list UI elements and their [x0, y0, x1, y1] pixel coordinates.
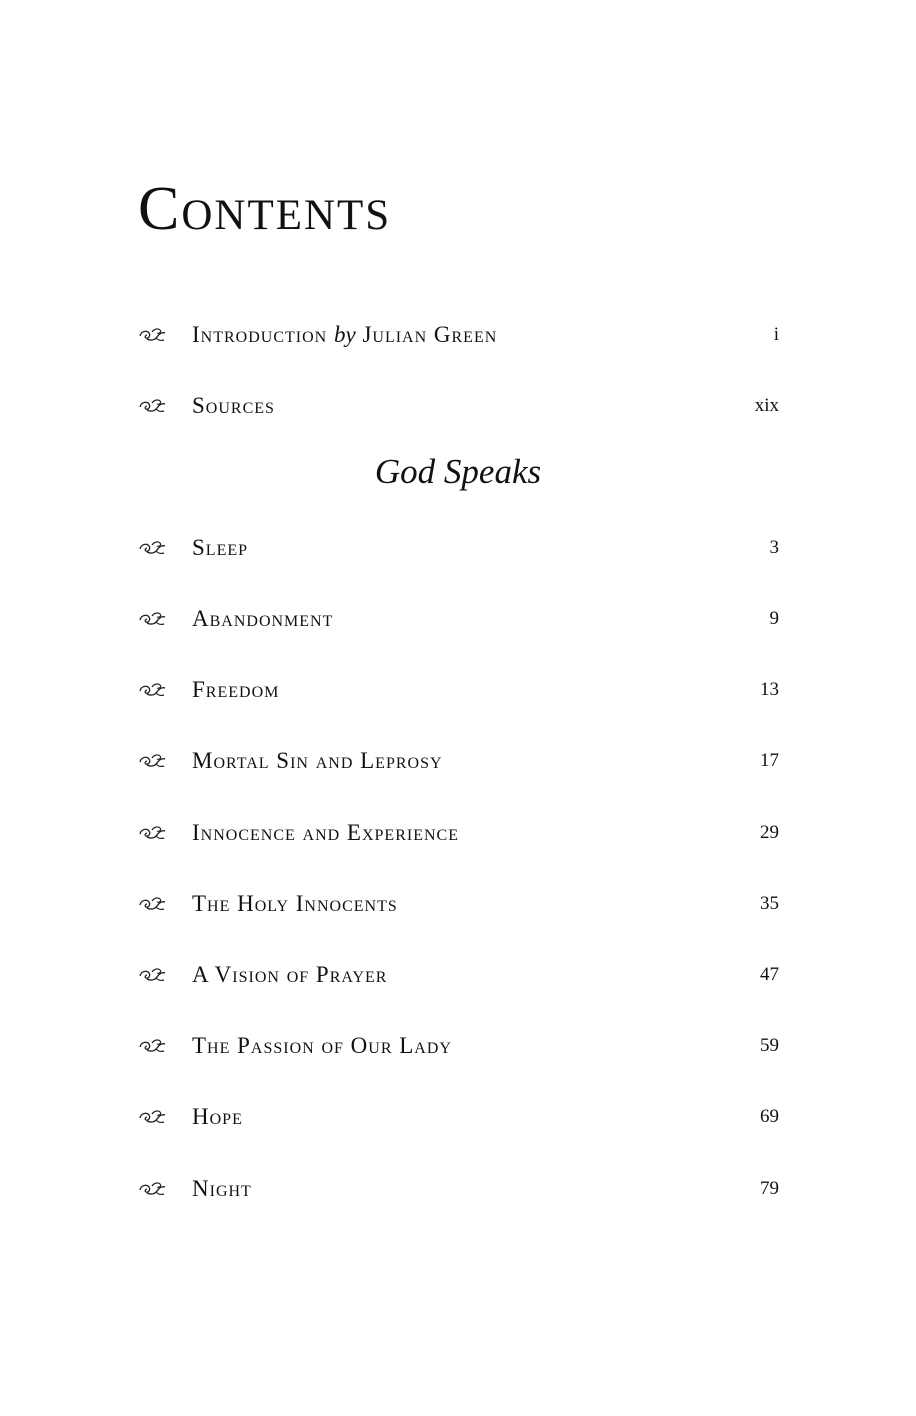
toc-entry[interactable] [138, 1099, 779, 1135]
toc-entry[interactable] [138, 886, 779, 922]
toc-entry-page: 9 [769, 608, 779, 629]
toc-entry[interactable] [138, 530, 779, 566]
toc-entry-page: 3 [769, 537, 779, 558]
toc-entry-title: The Holy Innocents [192, 891, 398, 916]
toc-entry-page: i [773, 324, 779, 345]
toc-entry[interactable] [138, 672, 779, 708]
toc-entry-page: 13 [760, 679, 779, 700]
toc-entry-page: 17 [760, 750, 779, 771]
fleuron-icon [138, 680, 166, 700]
fleuron-icon [138, 325, 166, 345]
fleuron-icon [138, 1107, 166, 1127]
toc-entry[interactable] [138, 1171, 779, 1207]
fleuron-icon [138, 609, 166, 629]
fleuron-icon [138, 751, 166, 771]
toc-entry[interactable] [138, 815, 779, 851]
toc-entry-title: Night [192, 1176, 252, 1201]
toc-entry-page: 69 [760, 1106, 779, 1127]
toc-entry[interactable] [138, 743, 779, 779]
fleuron-icon [138, 396, 166, 416]
toc-entry-page: 47 [760, 964, 779, 985]
fleuron-icon [138, 1179, 166, 1199]
section-heading: God Speaks [374, 452, 542, 491]
toc-entry[interactable] [138, 1028, 779, 1064]
toc-entry-page: 29 [760, 822, 779, 843]
toc-entry-title: Innocence and Experience [192, 820, 459, 845]
toc-entry-title: Introduction by Julian Green [192, 322, 498, 347]
page-title: Contents [138, 175, 392, 243]
toc-entry-introduction[interactable] [138, 317, 779, 353]
toc-entry-title: Sources [192, 393, 275, 418]
fleuron-icon [138, 894, 166, 914]
toc-entry-title: Hope [192, 1104, 243, 1129]
toc-entry[interactable] [138, 957, 779, 993]
fleuron-icon [138, 538, 166, 558]
toc-entry[interactable] [138, 601, 779, 637]
toc-entry-sources[interactable] [138, 388, 779, 424]
toc-entry-page: 79 [760, 1178, 779, 1199]
toc-entry-title: Sleep [192, 535, 249, 560]
toc-entry-page: xix [754, 395, 779, 416]
fleuron-icon [138, 823, 166, 843]
fleuron-icon [138, 965, 166, 985]
toc-entry-page: 35 [760, 893, 779, 914]
toc-entry-title: Abandonment [192, 606, 334, 631]
fleuron-icon [138, 1036, 166, 1056]
toc-entry-title: The Passion of Our Lady [192, 1033, 452, 1058]
toc-entry-title: Mortal Sin and Leprosy [192, 748, 443, 773]
toc-entry-title: Freedom [192, 677, 280, 702]
toc-entry-title: A Vision of Prayer [192, 962, 388, 987]
toc-entry-page: 59 [760, 1035, 779, 1056]
